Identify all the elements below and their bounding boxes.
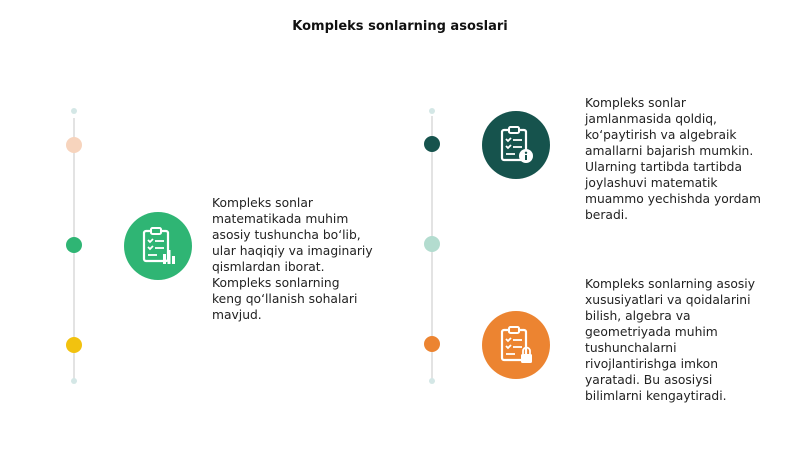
timeline-dot-peach: [66, 137, 82, 153]
clipboard-chart-icon: [139, 226, 177, 266]
clipboard-info-icon: [497, 125, 535, 165]
item-1-icon-circle: [124, 212, 192, 280]
timeline-top-tip: [429, 108, 435, 114]
timeline-bottom-tip: [71, 378, 77, 384]
item-3-description: Kompleks sonlarning asosiy xususiyatlari va qoidalarini bilish, algebra va geometriyada muhim tushunchalarni rivojlantirishga imkon yaratadi. Bu asosiysi bilimlarni kengaytiradi.: [585, 277, 755, 403]
timeline-dot-green: [66, 237, 82, 253]
timeline-dot-light-teal: [424, 236, 440, 252]
item-2-description: Kompleks sonlar jamlanmasida qoldiq, ko‘paytirish va algebraik amallarni bajarish mumkin. Ularning tartibda tartibda joylashuvi matematik muammo yechishda yordam beradi.: [585, 96, 761, 222]
timeline-top-tip: [71, 108, 77, 114]
page-title: Kompleks sonlarning asoslari: [292, 19, 508, 34]
item-2-icon-circle: [482, 111, 550, 179]
timeline-dot-orange: [424, 336, 440, 352]
timeline-bottom-tip: [429, 378, 435, 384]
clipboard-lock-icon: [497, 325, 535, 365]
item-1-description: Kompleks sonlar matematikada muhim asosiy tushuncha bo‘lib, ular haqiqiy va imaginariy qismlardan iborat. Kompleks sonlarning keng qo‘llanish sohalari mavjud.: [212, 196, 373, 322]
timeline-dot-yellow: [66, 337, 82, 353]
timeline-dot-dark-teal: [424, 136, 440, 152]
item-3-icon-circle: [482, 311, 550, 379]
